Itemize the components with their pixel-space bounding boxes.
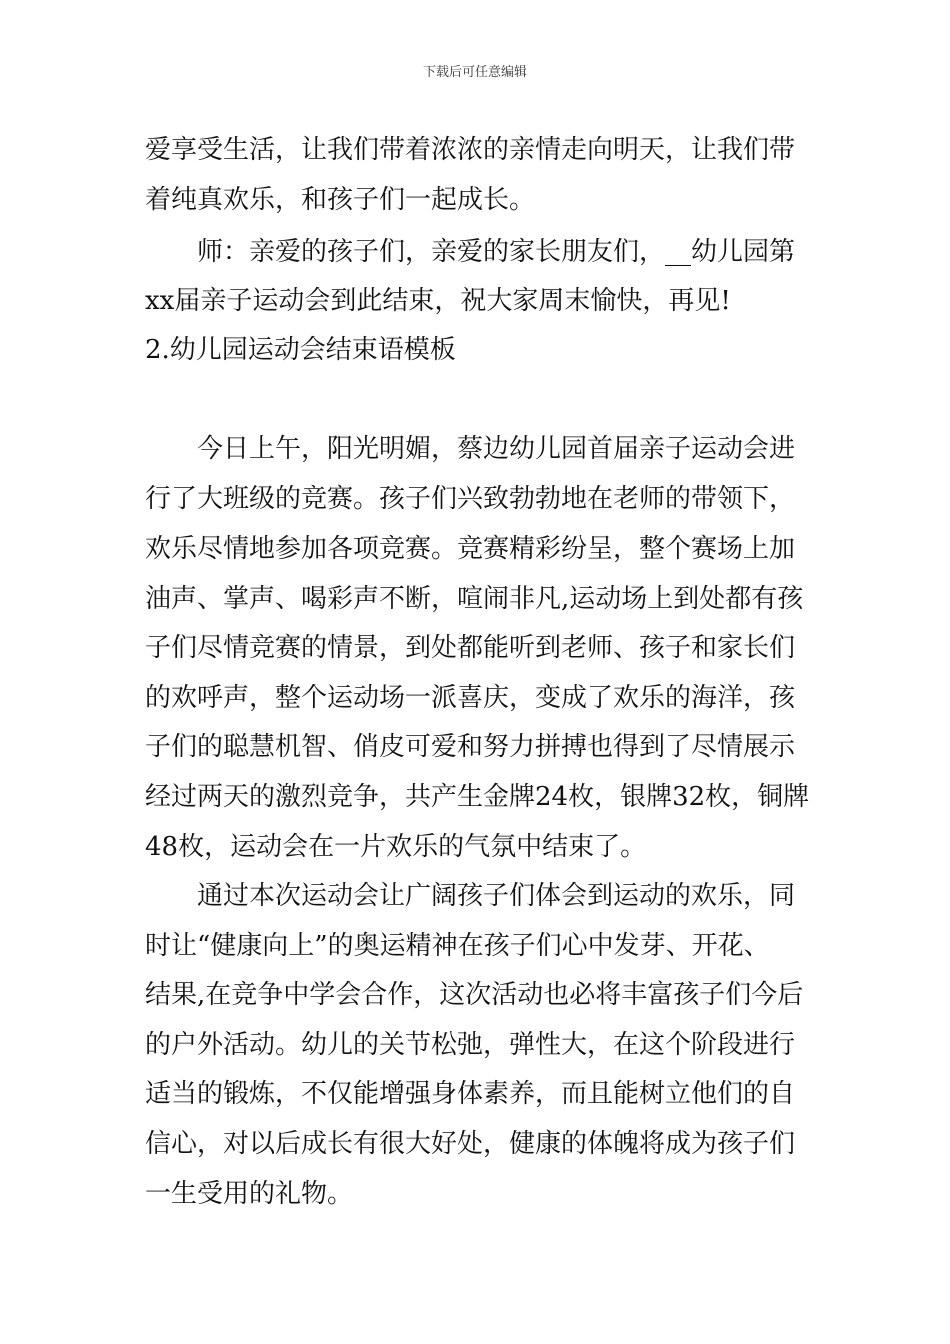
text-line: 今日上午，阳光明媚，蔡边幼儿园首届亲子运动会进 [197, 434, 796, 464]
text-line: 油声、掌声、喝彩声不断，喧闹非凡,运动场上到处都有孩 [145, 584, 804, 614]
text-line: xx届亲子运动会到此结束，祝大家周末愉快，再见! [145, 286, 731, 316]
text-line: 经过两天的激烈竞争，共产生金牌24枚，银牌32枚，铜牌 [145, 782, 810, 812]
text-line: 着纯真欢乐，和孩子们一起成长。 [145, 185, 536, 215]
text-line: 的欢呼声，整个运动场一派喜庆，变成了欢乐的海洋，孩 [145, 683, 796, 713]
text-line: 欢乐尽情地参加各项竞赛。竞赛精彩纷呈，整个赛场上加 [145, 534, 796, 564]
text-line: 的户外活动。幼儿的关节松弛，弹性大，在这个阶段进行 [145, 1030, 796, 1060]
text-line: 48枚，运动会在一片欢乐的气氛中结束了。 [145, 832, 647, 862]
text-line: 一生受用的礼物。 [145, 1179, 354, 1209]
text-line: 适当的锻炼，不仅能增强身体素养，而且能树立他们的自 [145, 1079, 796, 1109]
text-line: 爱享受生活，让我们带着浓浓的亲情走向明天，让我们带 [145, 135, 796, 165]
page-header: 下载后可任意编辑 [422, 65, 527, 80]
text-line: 子们的聪慧机智、俏皮可爱和努力拼搏也得到了尽情展示 [145, 732, 796, 762]
text-line: 通过本次运动会让广阔孩子们体会到运动的欢乐，同 [197, 881, 796, 911]
text-line: 时让“健康向上”的奥运精神在孩子们心中发芽、开花、 [145, 931, 770, 961]
text-line: 结果,在竞争中学会合作，这次活动也必将丰富孩子们今后 [145, 980, 804, 1010]
text-line: 行了大班级的竞赛。孩子们兴致勃勃地在老师的带领下， [145, 484, 796, 514]
section-heading: 2.幼儿园运动会结束语模板 [145, 335, 456, 365]
text-line: 子们尽情竞赛的情景，到处都能听到老师、孩子和家长们 [145, 633, 796, 663]
text-line: 师：亲爱的孩子们，亲爱的家长朋友们，__幼儿园第 [197, 237, 796, 267]
text-line: 信心，对以后成长有很大好处，健康的体魄将成为孩子们 [145, 1129, 796, 1159]
